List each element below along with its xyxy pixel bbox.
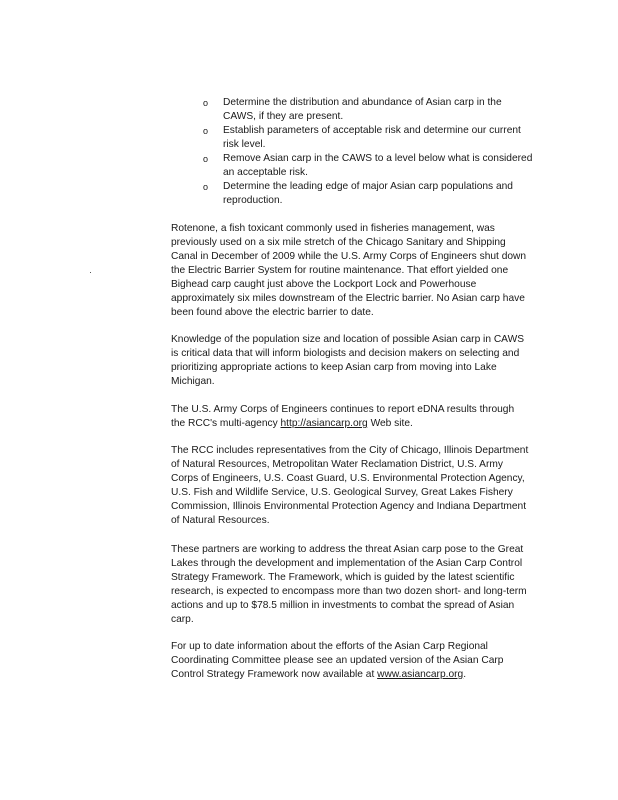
asiancarp-website-link[interactable]: www.asiancarp.org — [377, 669, 464, 680]
scan-artifact-dot — [90, 272, 91, 273]
bullet-marker: o — [203, 126, 209, 136]
corps-paragraph — [171, 403, 531, 431]
corps-text-after: Web site. — [367, 418, 413, 429]
bullet-marker: o — [203, 182, 209, 192]
bullet-item — [203, 180, 533, 208]
info-paragraph — [171, 640, 531, 682]
bullet-item — [203, 96, 533, 124]
bullet-item — [203, 152, 533, 180]
rotenone-paragraph: Rotenone, a fish toxicant commonly used in fisheries management, was previously used on a six mile stretch of the Chicago Sanitary and Shipping Canal in December of 2009 while the U.S. Army Corps of Engineers shut down the Electric Barrier System for routine maintenance. That effort yielded one Bighead carp caught just above the Lockport Lock and Powerhouse approximately six miles downstream of the Electric barrier. No Asian carp have been found above the electric barrier to date. — [171, 223, 527, 318]
rcc-members-paragraph: The RCC includes representatives from the City of Chicago, Illinois Department of Natural Resources, Metropolitan Water Reclamation District, U.S. Army Corps of Engineers, U.S. Coast Guard, U.S. Environmental Protection Agency, U.S. Fish and Wildlife Service, U.S. Geological Survey, Great Lakes Fishery Commission, Illinois Environmental Protection Agency and Indiana Department of Natural Resources. — [171, 445, 529, 526]
asiancarp-link[interactable]: http://asiancarp.org — [280, 418, 368, 429]
bullet-item — [203, 124, 533, 152]
bullet-text: Determine the distribution and abundance of Asian carp in the CAWS, if they are present. — [223, 97, 502, 122]
info-text-before: For up to date information about the efforts of the Asian Carp Regional Coordinating Committee please see an updated version of the Asian Carp Control Strategy Framework now available at — [171, 641, 504, 680]
bullet-marker: o — [203, 98, 209, 108]
bullet-text: Determine the leading edge of major Asian carp populations and reproduction. — [223, 181, 513, 206]
info-text-after: . — [463, 669, 467, 680]
bullet-text: Establish parameters of acceptable risk and determine our current risk level. — [223, 125, 521, 150]
bullet-text: Remove Asian carp in the CAWS to a level below what is considered an acceptable risk. — [223, 153, 533, 178]
partners-paragraph: These partners are working to address the threat Asian carp pose to the Great Lakes through the development and implementation of the Asian Carp Control Strategy Framework. The Framework, which is guided by the latest scientific research, is expected to encompass more than two dozen short- and long-term actions and up to $78.5 million in investments to combat the spread of Asian carp. — [171, 544, 527, 625]
objectives-bullet-list — [203, 96, 533, 208]
corps-text-before: The U.S. Army Corps of Engineers continues to report eDNA results through the RCC's multi-agency — [171, 404, 515, 429]
knowledge-paragraph: Knowledge of the population size and location of possible Asian carp in CAWS is critical data that will inform biologists and decision makers on selecting and prioritizing appropriate actions to keep Asian carp from moving into Lake Michigan. — [171, 334, 525, 387]
bullet-marker: o — [203, 154, 209, 164]
